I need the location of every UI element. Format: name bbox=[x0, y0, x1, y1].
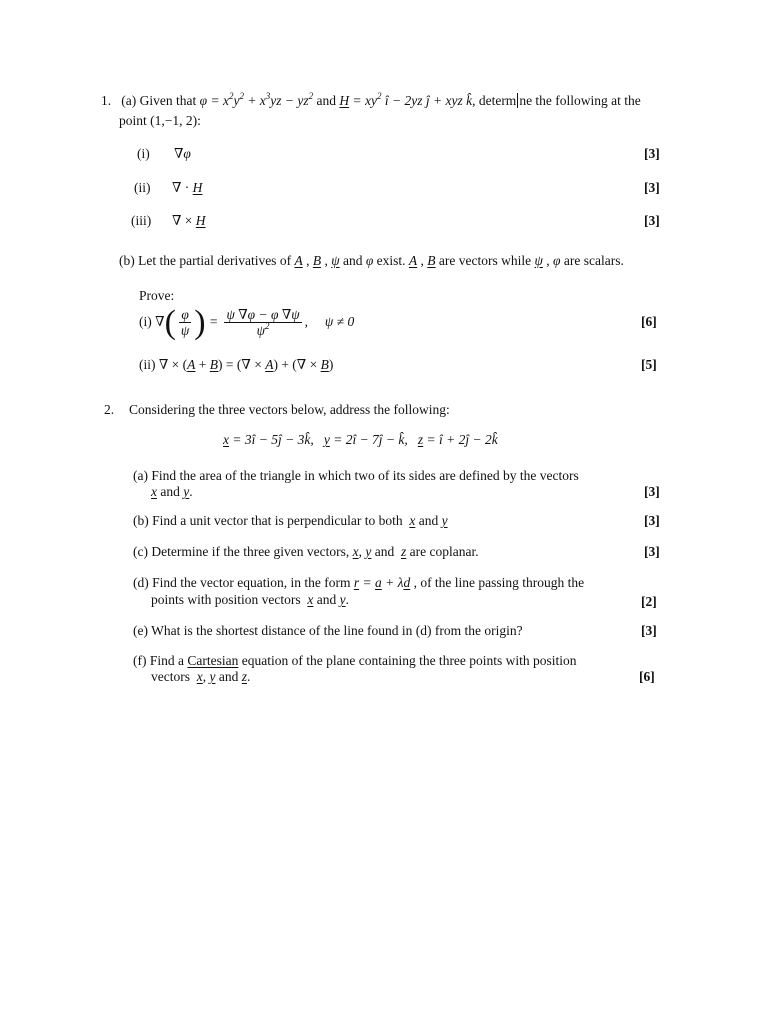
q1a-point: point (1,−1, 2): bbox=[119, 113, 201, 128]
q2-number: 2. bbox=[104, 402, 115, 417]
q2f-label: (f) bbox=[133, 653, 147, 668]
q2f-line-1: (f) Find a Cartesian equation of the plane containing the three points with position bbox=[133, 653, 577, 668]
q2a-label: (a) bbox=[133, 468, 148, 483]
q1b-item-i-marks: [6] bbox=[641, 314, 657, 329]
q2d-label: (d) bbox=[133, 575, 149, 590]
q2b-label: (b) bbox=[133, 513, 149, 528]
q1b-label: (b) bbox=[119, 253, 135, 268]
q1a-item-ii-label: (ii) bbox=[134, 180, 151, 195]
q1b-item-ii bbox=[139, 356, 333, 373]
q2c-marks: [3] bbox=[644, 544, 660, 559]
q1a-tail-2: ne the following at the bbox=[519, 93, 641, 108]
q2d-line-2: points with position vectors x and y. bbox=[151, 592, 349, 607]
q1b-item-ii-expr: ∇ × (A + B) = (∇ × A) + (∇ × B) bbox=[158, 357, 334, 372]
q2f-marks: [6] bbox=[639, 669, 655, 684]
q1a-item-i-label: (i) bbox=[137, 146, 150, 161]
q1a-item-iii-marks: [3] bbox=[644, 213, 660, 228]
q2b-line-1: (b) Find a unit vector that is perpendicular to both x and y bbox=[133, 513, 448, 528]
q1a-item-iii-label: (iii) bbox=[131, 213, 152, 228]
q2a-line-1: (a) Find the area of the triangle in which two of its sides are defined by the vectors bbox=[133, 468, 579, 483]
q1a-item-ii-marks: [3] bbox=[644, 180, 660, 195]
q1-line-1 bbox=[101, 92, 641, 109]
q1b-item-i bbox=[139, 302, 354, 342]
q2a-line-2: x and y. bbox=[151, 484, 193, 499]
q1a-label: (a) bbox=[121, 93, 137, 108]
q1b-item-i-expr: ∇( $\frac{\varphi}{\psi}$ ) = $\frac{\psi \nabla\varphi - \varphi \nabla\psi}{\psi^2}$ , ψ ≠ 0 bbox=[155, 303, 355, 341]
q1b-prove: Prove: bbox=[139, 288, 175, 303]
q1b-item-ii-marks: [5] bbox=[641, 357, 657, 372]
q1b-item-i-label: (i) bbox=[139, 314, 152, 329]
q1a-item-ii-expr: ∇ · H bbox=[172, 180, 203, 195]
q2-vectors: x = 3î − 5ĵ − 3k̂, y = 2î − 7ĵ − k̂, z = î + 2ĵ − 2k̂ bbox=[223, 432, 498, 447]
q2e-label: (e) bbox=[133, 623, 148, 638]
q1b-statement: (b) Let the partial derivatives of A , B , ψ and φ exist. A , B are vectors while ψ , φ are scalars. bbox=[119, 253, 624, 268]
q1a-H-definition: $H = xy^2$ î − 2yz ĵ + xyz k̂ bbox=[339, 91, 473, 108]
q2e-marks: [3] bbox=[641, 623, 657, 638]
q1-number: 1. bbox=[101, 93, 112, 108]
q1a-item-iii-expr: ∇ × H bbox=[172, 213, 206, 228]
q1a-and: and bbox=[316, 93, 337, 108]
q2-intro: Considering the three vectors below, address the following: bbox=[129, 402, 450, 417]
q2b-marks: [3] bbox=[644, 513, 660, 528]
q2f-line-2: vectors x, y and z. bbox=[151, 669, 251, 684]
q1b-item-ii-label: (ii) bbox=[139, 357, 156, 372]
q2a-marks: [3] bbox=[644, 484, 660, 499]
q2d-line-1: (d) Find the vector equation, in the form r = a + λd , of the line passing through the bbox=[133, 575, 585, 590]
q2c-line-1: (c) Determine if the three given vectors, x, y and z are coplanar. bbox=[133, 544, 479, 559]
q1a-item-i-marks: [3] bbox=[644, 146, 660, 161]
q1a-intro: Given that bbox=[139, 93, 197, 108]
q2d-marks: [2] bbox=[641, 594, 657, 609]
q1a-tail-1: , determ bbox=[472, 93, 517, 108]
q2e-line-1: (e) What is the shortest distance of the line found in (d) from the origin? bbox=[133, 623, 523, 638]
q1a-item-i-expr: ∇φ bbox=[174, 146, 191, 161]
q2c-label: (c) bbox=[133, 544, 148, 559]
q1a-phi-definition: $\varphi = x^2y^2 + x^3yz - yz^2$ bbox=[199, 91, 314, 108]
